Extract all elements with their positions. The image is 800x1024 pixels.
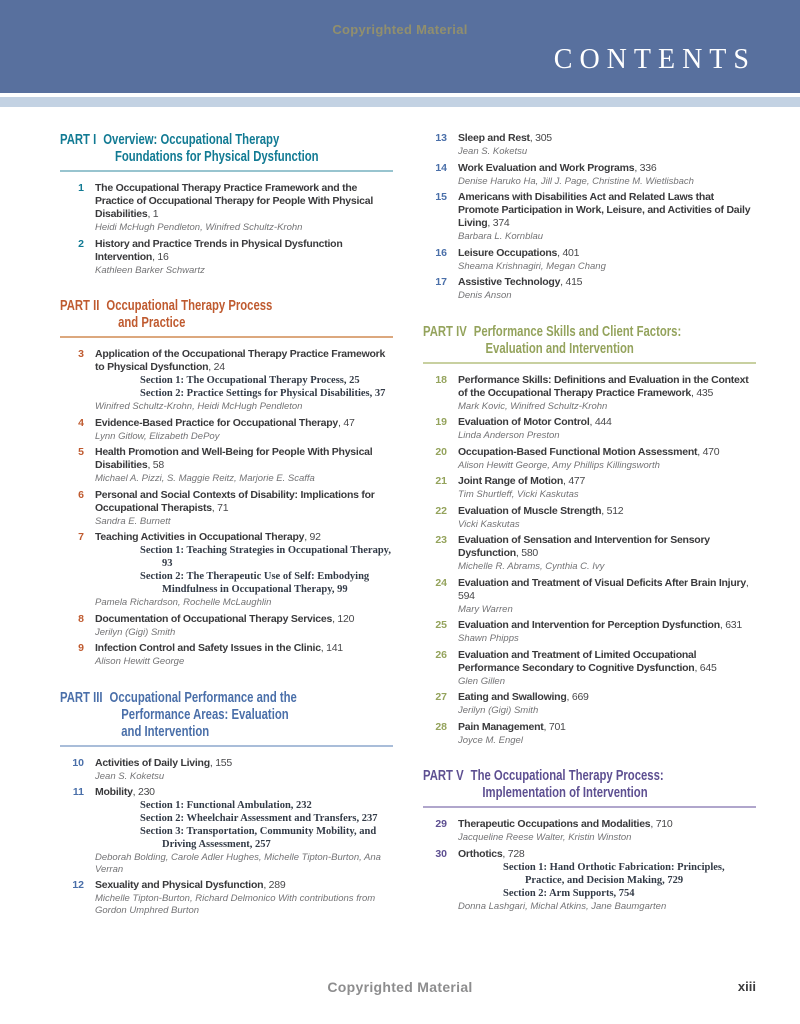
chapter-number: 11 (72, 786, 84, 798)
chapter-authors: Denise Haruko Ha, Jill J. Page, Christine M. Wietlisbach (458, 175, 694, 187)
chapter-page: , 701 (543, 720, 566, 733)
chapter-page: , 58 (147, 459, 164, 471)
part-title-line: The Occupational Therapy Process: (470, 768, 664, 784)
chapter-page: , 155 (209, 756, 232, 769)
part-heading-text (423, 768, 755, 802)
chapter-number: 8 (78, 612, 84, 625)
chapter-title: Work Evaluation and Work Programs, 336 (458, 161, 657, 174)
chapter-page: , 374 (487, 217, 510, 229)
chapter-page: , 141 (320, 642, 343, 654)
part-label: PART IV (423, 323, 467, 340)
chapter-authors: Vicki Kaskutas (458, 518, 520, 530)
chapter-page: , 16 (152, 250, 169, 263)
chapter-number: 9 (78, 642, 84, 654)
chapter-title: Joint Range of Motion, 477 (458, 475, 586, 487)
part-heading-text (60, 690, 392, 741)
chapter-body (458, 276, 756, 302)
chapter-page: , 415 (560, 276, 583, 288)
chapter-number: 16 (435, 246, 447, 259)
part-title (110, 690, 297, 741)
header-accent-stripe (0, 97, 800, 107)
part-heading (60, 298, 393, 338)
chapter-body (95, 879, 393, 916)
part-heading-text (423, 324, 755, 358)
toc-entry (60, 489, 393, 528)
chapter-title: Evaluation and Treatment of Limited Occupational Performance Secondary to Cognitive Dysfunction, 645 (458, 648, 717, 674)
chapter-title: Evaluation and Intervention for Perception Dysfunction, 631 (458, 619, 742, 631)
chapter-number: 2 (78, 237, 84, 250)
part-rule (423, 806, 756, 808)
chapter-page: , 645 (694, 661, 717, 674)
chapter-number: 14 (435, 161, 447, 174)
copyright-notice-top: Copyrighted Material (332, 22, 468, 37)
chapter-body (458, 619, 756, 645)
chapter-body (95, 446, 393, 485)
part-heading-text (60, 298, 392, 332)
chapter-body (458, 577, 756, 616)
chapter-number: 19 (435, 416, 447, 428)
chapter-page: , 669 (566, 691, 589, 703)
chapter-title: Occupation-Based Functional Motion Assessment, 470 (458, 445, 720, 458)
chapter-authors: Linda Anderson Preston (458, 430, 560, 441)
chapter-page: , 477 (563, 475, 586, 487)
chapter-title: Americans with Disabilities Act and Related Laws that Promote Participation in Work, Leisure, and Activities of Daily Living, 374 (458, 191, 751, 229)
chapter-page: , 120 (332, 612, 355, 625)
chapter-authors: Tim Shurtleff, Vicki Kaskutas (458, 489, 579, 500)
chapter-number: 20 (435, 445, 447, 458)
toc-entry (423, 534, 756, 573)
chapter-number: 4 (78, 416, 84, 429)
part-title (103, 132, 318, 166)
toc-entry (60, 446, 393, 485)
chapter-body (458, 416, 756, 442)
toc-entry (423, 446, 756, 472)
chapter-number: 15 (435, 191, 447, 203)
toc-column-left (60, 132, 393, 920)
page-number: xiii (737, 979, 756, 994)
page-title: CONTENTS (553, 44, 756, 75)
part-label: PART V (423, 768, 464, 784)
chapter-authors: Mary Warren (458, 603, 513, 615)
chapter-number: 18 (435, 373, 447, 386)
chapter-page: , 47 (338, 416, 355, 429)
chapter-authors: Michelle Tipton-Burton, Richard Delmonico With contributions from Gordon Umphred Burton (95, 893, 376, 916)
chapter-page: , 470 (697, 445, 720, 458)
toc-entry (423, 721, 756, 747)
section-line: Section 3: Transportation, Community Mobility, and Driving Assessment, 257 (140, 826, 377, 850)
chapter-number: 29 (435, 818, 447, 830)
chapter-authors: Winifred Schultz-Krohn, Heidi McHugh Pendleton (95, 401, 303, 412)
chapter-title: Teaching Activities in Occupational Therapy, 92 (95, 531, 321, 543)
chapter-body (458, 649, 756, 688)
chapter-body (95, 786, 393, 875)
part-rule (423, 362, 756, 364)
toc-columns (60, 132, 756, 920)
part-title-line: and Practice (118, 315, 186, 331)
chapter-number: 24 (435, 576, 447, 589)
chapter-page: , 580 (515, 547, 539, 559)
section-line: Section 1: Functional Ambulation, 232 (140, 800, 312, 811)
part-rule (60, 170, 393, 172)
chapter-page: , 435 (691, 386, 714, 399)
part-rule (60, 745, 393, 747)
toc-entry (60, 642, 393, 668)
toc-entry (423, 247, 756, 273)
chapter-title: Assistive Technology, 415 (458, 276, 583, 288)
toc-entry (60, 238, 393, 277)
chapter-number: 23 (435, 534, 447, 546)
toc-entry (423, 619, 756, 645)
chapter-body (458, 374, 756, 413)
part-title-line: Foundations for Physical Dysfunction (114, 149, 319, 165)
chapter-page: , 728 (502, 847, 525, 860)
toc-entry (423, 848, 756, 913)
chapter-title: Documentation of Occupational Therapy Services, 120 (95, 612, 355, 625)
chapter-authors: Jacqueline Reese Walter, Kristin Winston (458, 832, 632, 843)
section-line: Section 1: The Occupational Therapy Process, 25 (140, 375, 360, 386)
chapter-authors: Sheama Krishnagiri, Megan Chang (458, 260, 606, 272)
chapter-page: , 289 (263, 879, 286, 891)
chapter-body (458, 505, 756, 531)
part-title-line: Occupational Performance and the (109, 689, 297, 706)
chapter-number: 5 (78, 446, 84, 458)
toc-entry (60, 348, 393, 413)
toc-entry (423, 416, 756, 442)
toc-entry (423, 475, 756, 501)
chapter-title: Eating and Swallowing, 669 (458, 691, 589, 703)
chapter-title: Health Promotion and Well-Being for People With Physical Disabilities, 58 (95, 446, 373, 471)
chapter-authors: Kathleen Barker Schwartz (95, 264, 205, 276)
part-title-line: Performance Areas: Evaluation (121, 706, 289, 723)
chapter-title: Leisure Occupations, 401 (458, 246, 580, 259)
chapter-authors: Mark Kovic, Winifred Schultz-Krohn (458, 400, 608, 412)
toc-entry (60, 417, 393, 443)
chapter-body (95, 348, 393, 413)
chapter-body (458, 721, 756, 747)
chapter-authors: Shawn Phipps (458, 633, 519, 644)
chapter-body (458, 247, 756, 273)
toc-entry (60, 182, 393, 234)
chapter-number: 10 (72, 756, 84, 769)
chapter-body (95, 613, 393, 639)
part-heading (423, 768, 756, 808)
chapter-authors: Glen Gillen (458, 675, 505, 687)
section-line: Section 2: Practice Settings for Physical Disabilities, 37 (140, 388, 386, 399)
chapter-body (458, 818, 756, 844)
chapter-number: 6 (78, 488, 84, 501)
toc-entry (423, 132, 756, 158)
chapter-authors: Alison Hewitt George (95, 656, 185, 667)
chapter-title: Mobility, 230 (95, 786, 155, 798)
chapter-authors: Donna Lashgari, Michal Atkins, Jane Baumgarten (458, 900, 667, 912)
part-title-line: Implementation of Intervention (482, 785, 648, 801)
part-rule (60, 336, 393, 338)
chapter-title: Performance Skills: Definitions and Evaluation in the Context of the Occupational Therapy Practice Framework, 435 (458, 373, 749, 399)
chapter-page: , 710 (650, 818, 673, 830)
chapter-body (95, 757, 393, 783)
chapter-page: , 594 (458, 576, 749, 602)
chapter-title: Evaluation of Motor Control, 444 (458, 416, 612, 428)
chapter-title: Evaluation of Sensation and Intervention for Sensory Dysfunction, 580 (458, 534, 710, 559)
part-heading (60, 690, 393, 747)
chapter-authors: Jerilyn (Gigi) Smith (95, 626, 176, 638)
chapter-title: Infection Control and Safety Issues in the Clinic, 141 (95, 642, 343, 654)
toc-entry (423, 691, 756, 717)
chapter-page: , 336 (634, 161, 657, 174)
header-band (0, 0, 800, 93)
chapter-title: Evaluation of Muscle Strength, 512 (458, 504, 624, 517)
chapter-number: 17 (435, 276, 447, 288)
chapter-body (458, 534, 756, 573)
toc-entry (423, 191, 756, 243)
chapter-page: , 631 (719, 619, 742, 631)
chapter-number: 30 (435, 847, 447, 860)
chapter-body (95, 182, 393, 234)
chapter-number: 3 (78, 348, 84, 360)
toc-entry (423, 649, 756, 688)
chapter-number: 27 (435, 691, 447, 703)
chapter-authors: Jerilyn (Gigi) Smith (458, 705, 539, 716)
chapter-number: 25 (435, 619, 447, 631)
chapter-body (458, 848, 756, 913)
part-title (106, 298, 272, 332)
chapter-title: Activities of Daily Living, 155 (95, 756, 232, 769)
part-title (471, 768, 664, 802)
chapter-page: , 444 (589, 416, 612, 428)
part-heading (60, 132, 393, 172)
chapter-authors: Jean S. Koketsu (95, 770, 165, 782)
chapter-title: Pain Management, 701 (458, 720, 566, 733)
chapter-title: Personal and Social Contexts of Disability: Implications for Occupational Therapists, 71 (95, 488, 375, 514)
chapter-authors: Heidi McHugh Pendleton, Winifred Schultz-Krohn (95, 222, 303, 233)
section-line: Section 2: The Therapeutic Use of Self: Embodying Mindfulness in Occupational Therapy, 99 (140, 571, 370, 595)
part-title-line: Performance Skills and Client Factors: (473, 323, 682, 340)
chapter-body (95, 642, 393, 668)
toc-entry (423, 162, 756, 188)
toc-entry (60, 786, 393, 875)
toc-column-right (423, 132, 756, 920)
chapter-authors: Jean S. Koketsu (458, 146, 528, 157)
chapter-body (458, 162, 756, 188)
chapter-title: Sexuality and Physical Dysfunction, 289 (95, 879, 286, 891)
part-label: PART II (60, 298, 100, 314)
part-label: PART III (60, 689, 103, 706)
chapter-title: Application of the Occupational Therapy Practice Framework to Physical Dysfunction, 24 (95, 348, 386, 373)
chapter-authors: Michelle R. Abrams, Cynthia C. Ivy (458, 561, 605, 572)
chapter-page: , 24 (208, 361, 225, 373)
part-title-line: Overview: Occupational Therapy (103, 132, 280, 148)
chapter-body (458, 691, 756, 717)
chapter-number: 7 (78, 531, 84, 543)
chapter-authors: Pamela Richardson, Rochelle McLaughlin (95, 597, 272, 608)
chapter-page: , 230 (132, 786, 155, 798)
chapter-authors: Barbara L. Kornblau (458, 231, 544, 242)
chapter-body (95, 238, 393, 277)
chapter-number: 21 (435, 475, 447, 487)
chapter-title: Evaluation and Treatment of Visual Deficits After Brain Injury, 594 (458, 576, 749, 602)
chapter-authors: Denis Anson (458, 290, 512, 301)
chapter-page: , 1 (147, 208, 159, 220)
copyright-notice-bottom: Copyrighted Material (327, 979, 473, 995)
chapter-number: 28 (435, 720, 447, 733)
chapter-number: 13 (435, 132, 447, 144)
chapter-authors: Alison Hewitt George, Amy Phillips Killingsworth (458, 459, 660, 471)
part-title-line: Occupational Therapy Process (106, 298, 273, 314)
section-line: Section 1: Teaching Strategies in Occupational Therapy, 93 (140, 545, 391, 569)
chapter-body (458, 475, 756, 501)
chapter-body (95, 489, 393, 528)
toc-entry (60, 613, 393, 639)
chapter-number: 26 (435, 648, 447, 661)
chapter-number: 12 (72, 879, 84, 891)
chapter-page: , 512 (601, 504, 624, 517)
toc-entry (423, 276, 756, 302)
chapter-page: , 71 (211, 501, 229, 514)
toc-entry (423, 818, 756, 844)
chapter-title: The Occupational Therapy Practice Framework and the Practice of Occupational Therapy for People With Physical Disabilities, 1 (95, 182, 373, 220)
chapter-number: 22 (435, 504, 447, 517)
chapter-title: History and Practice Trends in Physical Dysfunction Intervention, 16 (95, 237, 343, 263)
chapter-authors: Deborah Bolding, Carole Adler Hughes, Michelle Tipton-Burton, Ana Verran (95, 852, 381, 875)
toc-entry (60, 531, 393, 609)
chapter-title: Therapeutic Occupations and Modalities, 710 (458, 818, 673, 830)
chapter-number: 1 (78, 182, 84, 194)
toc-entry (60, 757, 393, 783)
chapter-title: Orthotics, 728 (458, 847, 525, 860)
chapter-title: Sleep and Rest, 305 (458, 132, 552, 144)
part-heading (423, 324, 756, 364)
chapter-body (458, 446, 756, 472)
part-heading-text (60, 132, 392, 166)
chapter-body (95, 531, 393, 609)
chapter-page: , 401 (557, 246, 580, 259)
section-line: Section 2: Wheelchair Assessment and Transfers, 237 (140, 813, 378, 824)
chapter-body (458, 191, 756, 243)
chapter-body (458, 132, 756, 158)
toc-entry (423, 505, 756, 531)
chapter-authors: Joyce M. Engel (458, 734, 523, 746)
chapter-authors: Michael A. Pizzi, S. Maggie Reitz, Marjorie E. Scaffa (95, 473, 315, 484)
chapter-page: , 305 (529, 132, 552, 144)
part-title (474, 324, 681, 358)
section-line: Section 2: Arm Supports, 754 (503, 887, 635, 899)
chapter-authors: Sandra E. Burnett (95, 515, 171, 527)
toc-entry (423, 374, 756, 413)
chapter-authors: Lynn Gitlow, Elizabeth DePoy (95, 430, 220, 442)
toc-entry (60, 879, 393, 916)
part-title-line: and Intervention (121, 723, 210, 740)
section-line: Section 1: Hand Orthotic Fabrication: Principles, Practice, and Decision Making, 729 (503, 861, 725, 886)
toc-entry (423, 577, 756, 616)
chapter-title: Evidence-Based Practice for Occupational Therapy, 47 (95, 416, 355, 429)
part-label: PART I (60, 132, 97, 148)
chapter-page: , 92 (304, 531, 321, 543)
chapter-body (95, 417, 393, 443)
part-title-line: Evaluation and Intervention (485, 340, 634, 357)
